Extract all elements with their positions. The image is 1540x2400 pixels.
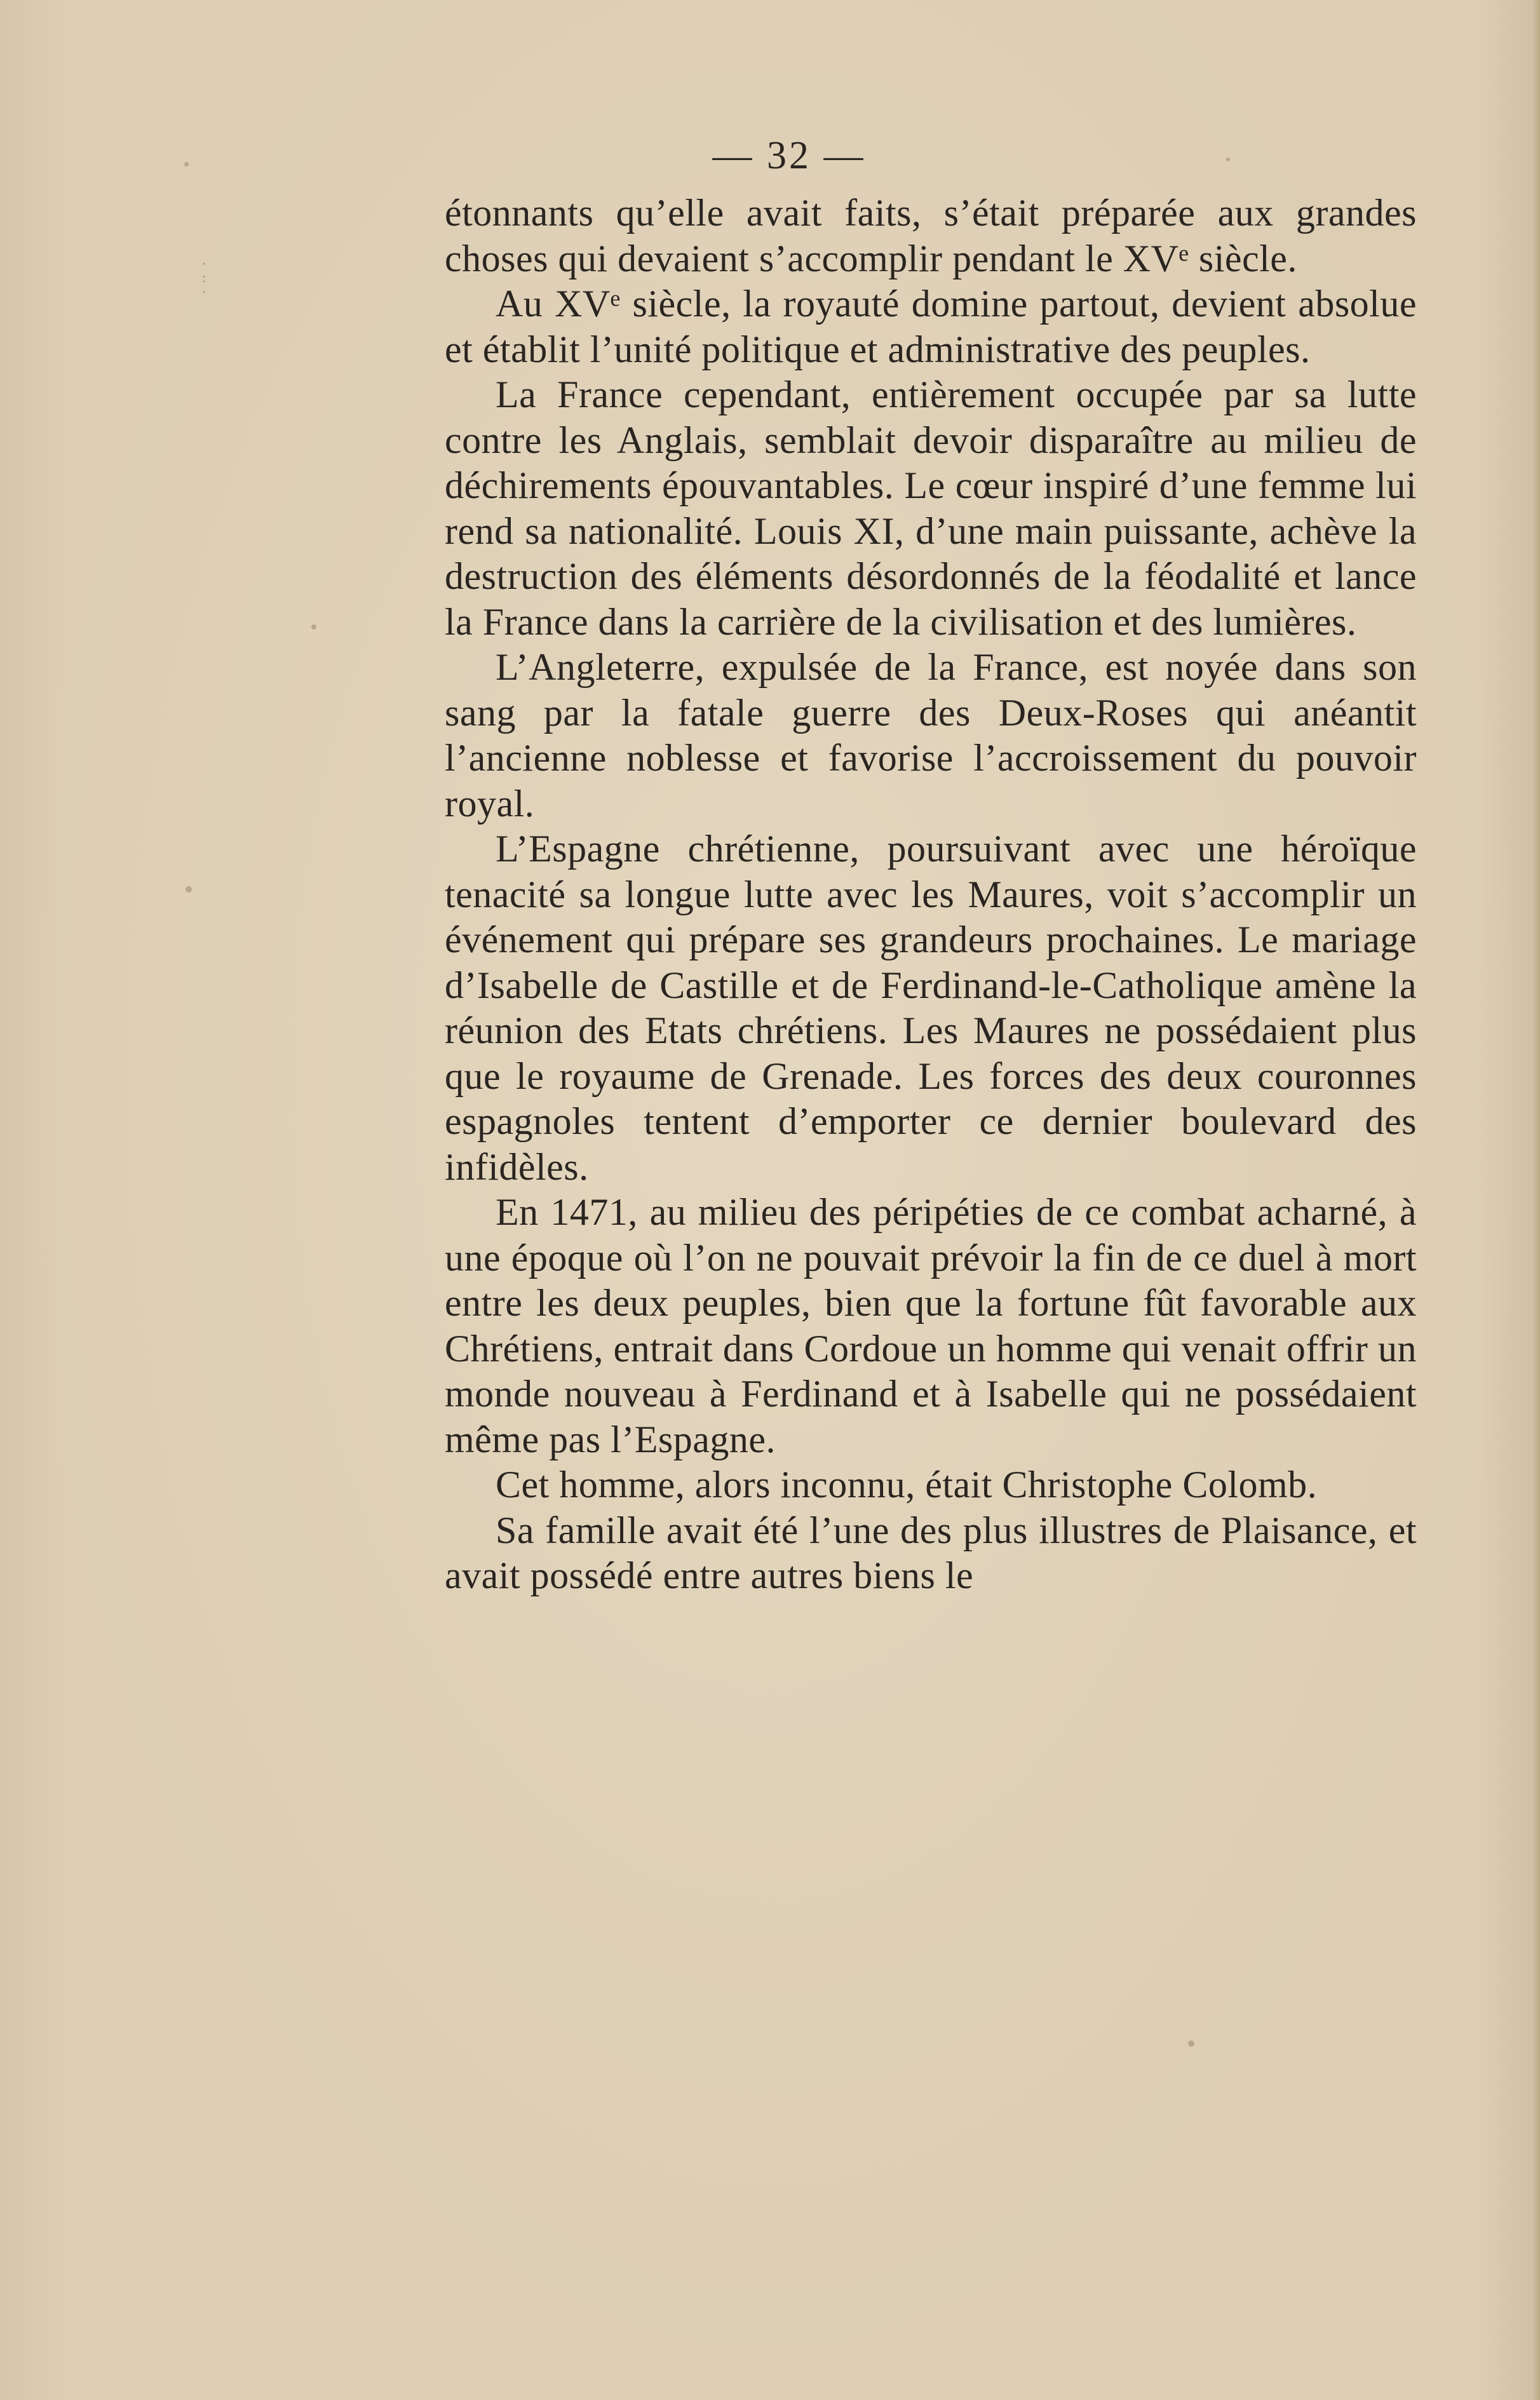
paragraph: L’Espagne chrétienne, poursuivant avec une héroïque tenacité sa longue lutte avec les Maures, voit s’accomplir un événement qui prépare ses grandeurs prochaines. Le mariage d’Isabelle de Castille et de Ferdinand-le-Catholique amène la réunion des Etats chrétiens. Les Maures ne possédaient plus que le royaume de Grenade. Les forces des deux couronnes espagnoles tentent d’emporter ce dernier boulevard des infidèles. — [445, 828, 1417, 1188]
paragraph: Au XVᵉ siècle, la royauté domine partout, devient absolue et établit l’unité politique et administrative des peuples. — [445, 283, 1417, 370]
page-edge-shadow — [1532, 0, 1540, 2400]
paragraph: Cet homme, alors inconnu, était Christophe Colomb. — [496, 1464, 1318, 1506]
paragraph: L’Angleterre, expulsée de la France, est noyée dans son sang par la fatale guerre des Deux-Roses qui anéantit l’ancienne noblesse et favorise l’accroissement du pouvoir royal. — [445, 646, 1417, 825]
paper-speck — [186, 886, 192, 893]
paper-speck — [1188, 2040, 1194, 2047]
paragraph: étonnants qu’elle avait faits, s’était préparée aux grandes choses qui devaient s’accomplir pendant le XVᵉ siècle. — [445, 192, 1417, 280]
paragraph: En 1471, au milieu des péripéties de ce combat acharné, à une époque où l’on ne pouvait prévoir la fin de ce duel à mort entre les deux peuples, bien que la fortune fût favorable aux Chrétiens, entrait dans Cordoue un homme qui venait offrir un monde nouveau à Ferdinand et à Isabelle qui ne possédaient même pas l’Espagne. — [445, 1191, 1417, 1460]
body-text — [445, 191, 1417, 1599]
paper-speck — [311, 624, 316, 630]
margin-ink-mark: · : · — [202, 257, 206, 299]
paragraph: La France cependant, entièrement occupée par sa lutte contre les Anglais, semblait devoir disparaître au milieu de déchirements épouvantables. Le cœur inspiré d’une femme lui rend sa nationalité. Louis XI, d’une main puissante, achève la destruction des éléments désordonnés de la féodalité et lance la France dans la carrière de la civilisation et des lumières. — [445, 374, 1417, 643]
paragraph: Sa famille avait été l’une des plus illustres de Plaisance, et avait possédé entre autres biens le — [445, 1509, 1417, 1596]
page-number: — 32 — — [712, 134, 866, 177]
